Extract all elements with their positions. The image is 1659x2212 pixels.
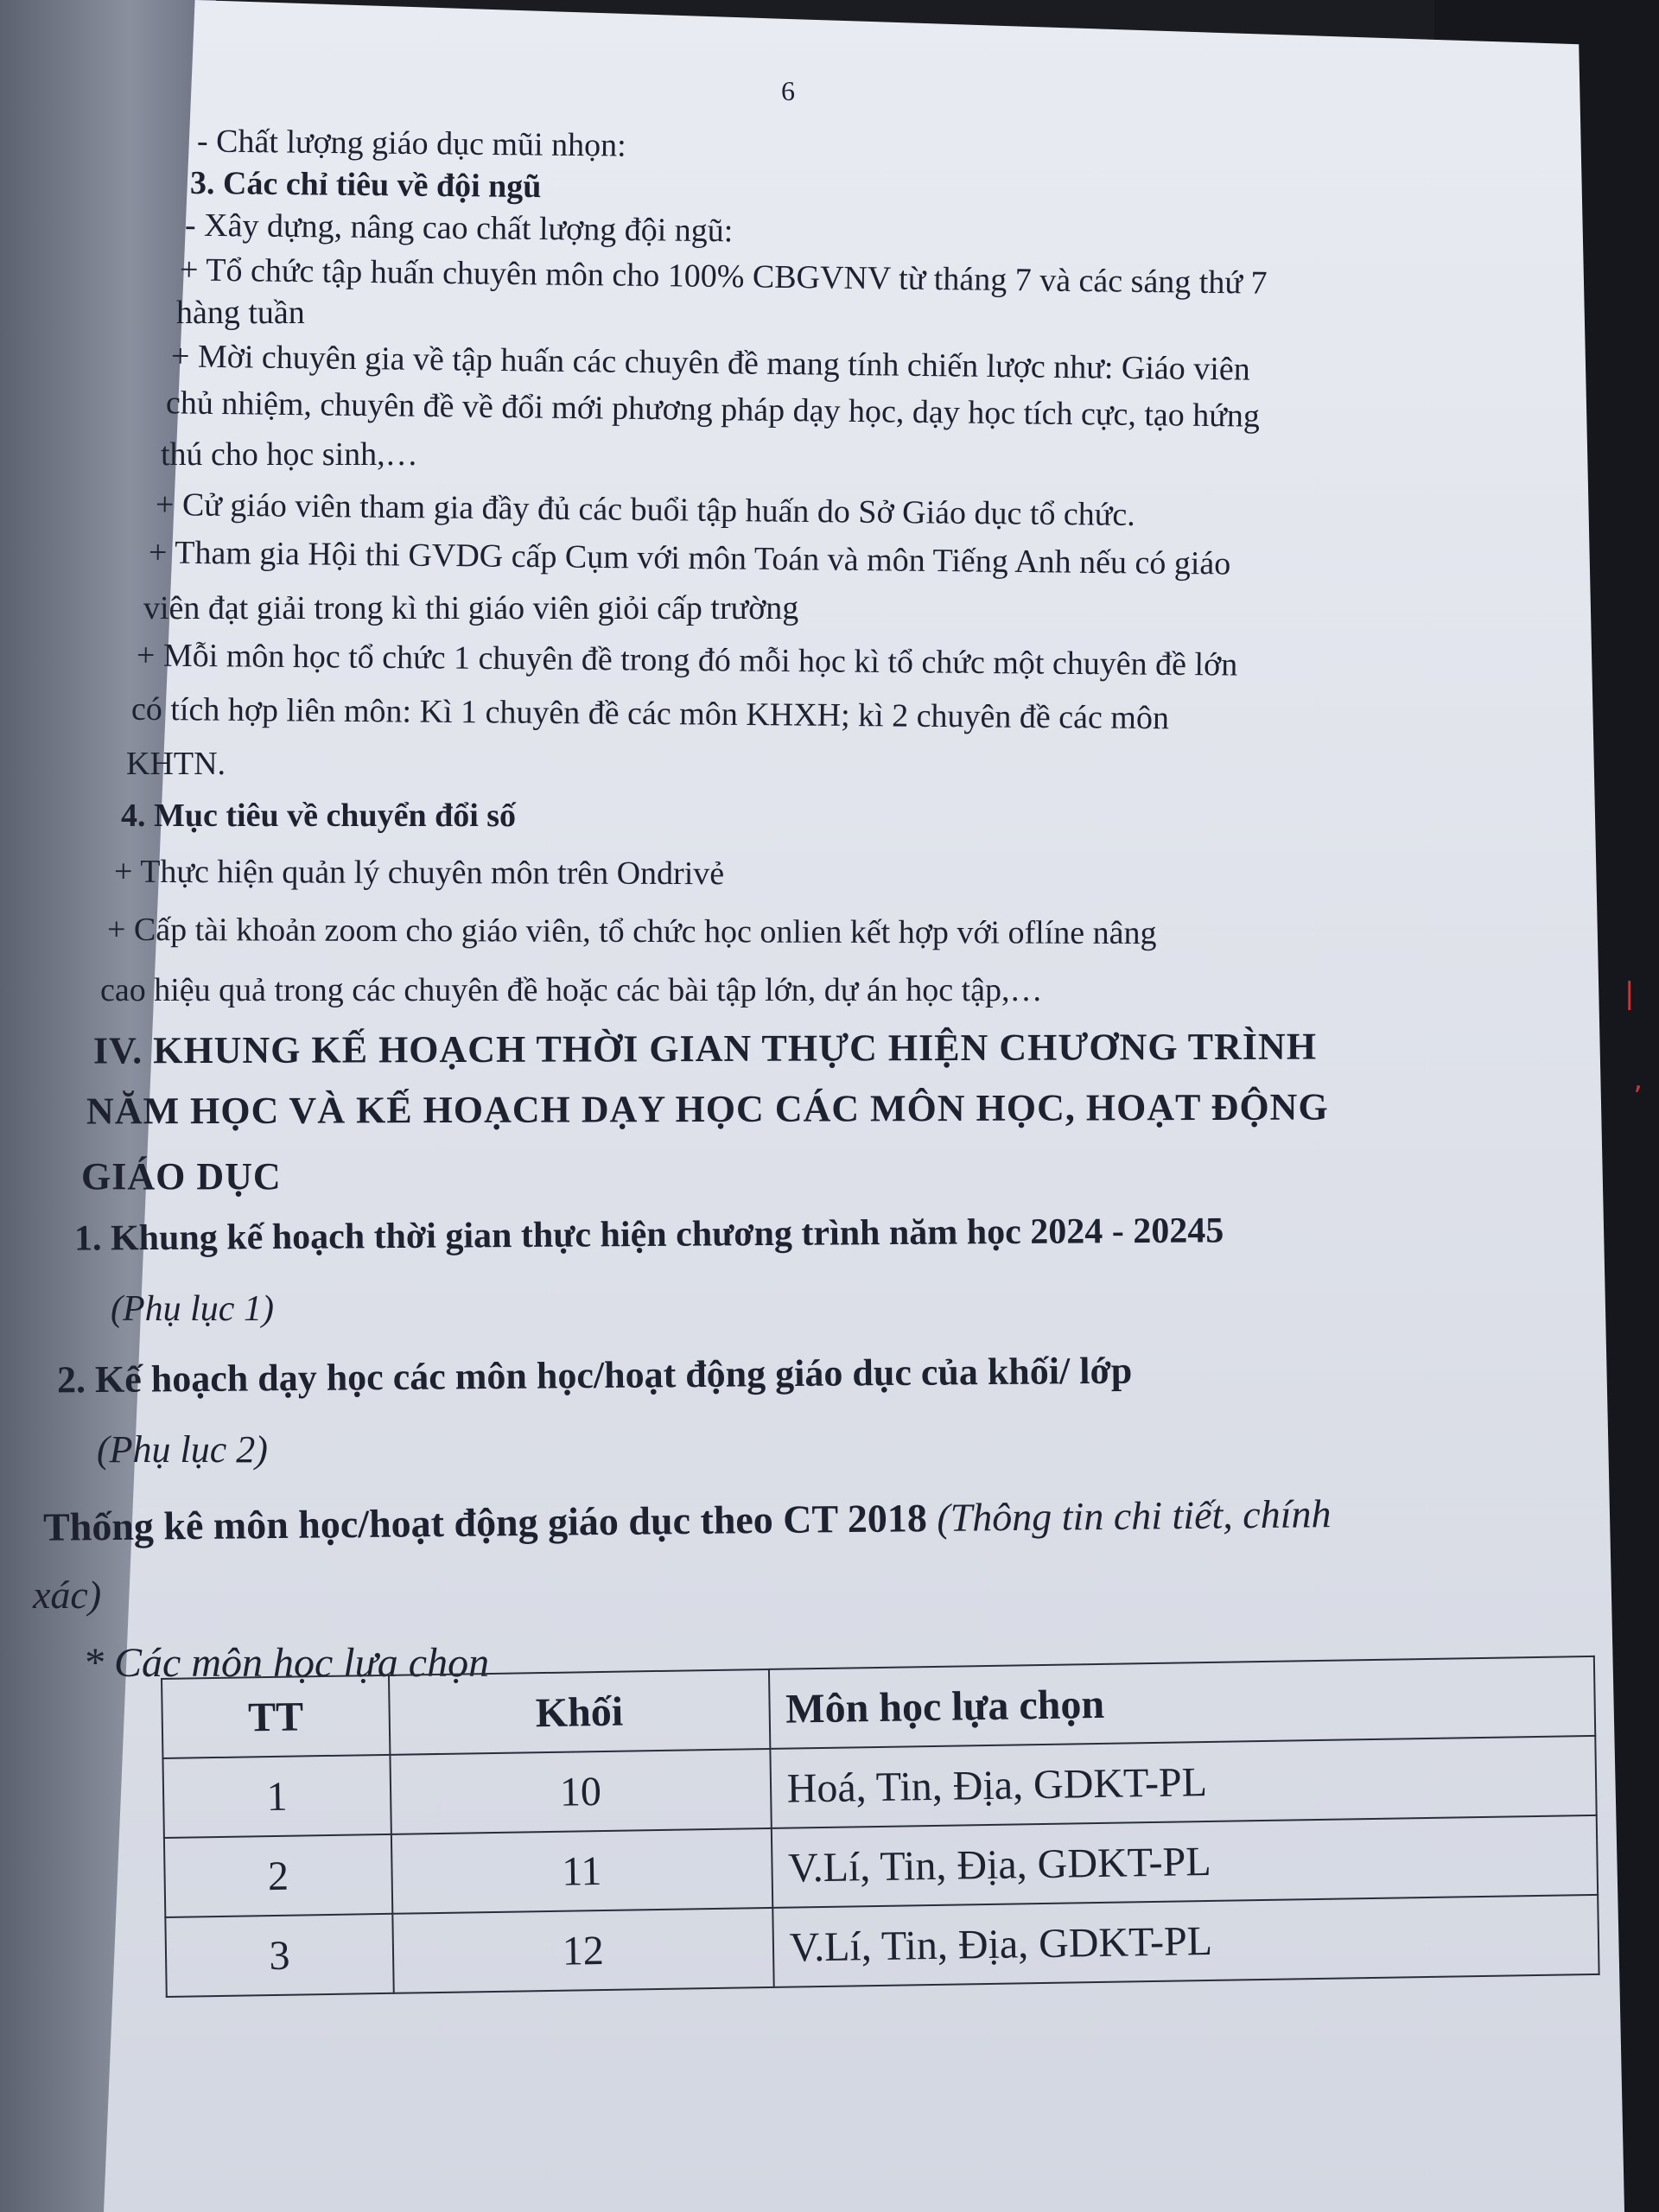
text-line: KHTN. [126,746,226,782]
section-heading-iv-line3: GIÁO DỤC [81,1155,282,1198]
table-cell: 2 [164,1834,392,1917]
statistics-note: (Thông tin chi tiết, chính [937,1491,1332,1540]
table-header-cell: TT [162,1675,390,1758]
text-line: hàng tuần [176,295,305,331]
page-number: 6 [781,75,795,106]
text-line: + Cử giáo viên tham gia đầy đủ các buổi tập huấn do Sở Giáo dục tổ chức. [155,486,1135,533]
table-cell: 11 [391,1828,772,1914]
table-cell: 12 [392,1908,773,1993]
text-line: + Tham gia Hội thi GVDG cấp Cụm với môn Toán và môn Tiếng Anh nếu có giáo [148,534,1231,582]
table-cell: 3 [165,1914,393,1997]
table-header-cell: Môn học lựa chọn [769,1656,1596,1749]
elective-subjects-table [161,1656,1600,1998]
section-heading-iv-line1: IV. KHUNG KẾ HOẠCH THỜI GIAN THỰC HIỆN CHƯƠNG TRÌNH [92,1025,1318,1072]
table-cell: Hoá, Tin, Địa, GDKT-PL [770,1736,1597,1828]
section-heading-staff: 3. Các chỉ tiêu về đội ngũ [189,164,542,206]
elective-subjects-heading: * Các môn học lựa chọn [83,1640,490,1686]
margin-mark: | [1624,976,1635,1011]
text-line: cao hiệu quả trong các chuyên đề hoặc các bài tập lớn, dự án học tập,… [100,972,1043,1008]
text-line: + Tổ chức tập huấn chuyên môn cho 100% CBGVNV từ tháng 7 và các sáng thứ 7 [179,251,1268,302]
statistics-title: Thống kê môn học/hoạt động giáo dục theo CT 2018 [42,1496,928,1549]
text-line: + Mỗi môn học tổ chức 1 chuyên đề trong đó mỗi học kì tổ chức một chuyên đề lớn [136,637,1238,683]
table-cell: V.Lí, Tin, Địa, GDKT-PL [771,1815,1598,1908]
text-line: chủ nhiệm, chuyên đề về đổi mới phương pháp dạy học, dạy học tích cực, tạo hứng [165,385,1261,435]
section-heading-digital: 4. Mục tiêu về chuyển đổi số [121,798,517,834]
text-line: + Thực hiện quản lý chuyên môn trên Ondrivẻ [113,853,725,893]
margin-mark: ʼ [1633,1080,1643,1115]
text-line: + Cấp tài khoản zoom cho giáo viên, tổ chức học onlien kết hợp với oflíne nâng [106,911,1157,952]
appendix-1-ref: (Phụ lục 1) [111,1289,274,1329]
text-line: + Mời chuyên gia về tập huấn các chuyên đề mang tính chiến lược như: Giáo viên [170,338,1251,388]
table-header-cell: Khối [389,1669,770,1755]
table-cell: 10 [390,1749,771,1834]
subsection-2-title: 2. Kế hoạch dạy học các môn học/hoạt động giáo dục của khối/ lớp [56,1349,1133,1402]
text-line: có tích hợp liên môn: Kì 1 chuyên đề các môn KHXH; kì 2 chuyên đề các môn [130,690,1170,737]
statistics-line [43,1490,1332,1551]
table-cell: V.Lí, Tin, Địa, GDKT-PL [772,1895,1599,1987]
text-line: viên đạt giải trong kì thi giáo viên giỏi cấp trường [143,590,799,626]
appendix-2-ref: (Phụ lục 2) [97,1428,268,1471]
text-line: - Xây dựng, nâng cao chất lượng đội ngũ: [184,207,734,250]
statistics-note-cont: xác) [33,1573,102,1617]
text-line: thú cho học sinh,… [161,436,418,473]
subsection-1-title: 1. Khung kế hoạch thời gian thực hiện chương trình năm học 2024 - 20245 [73,1211,1224,1259]
table-cell: 1 [162,1755,391,1838]
section-heading-iv-line2: NĂM HỌC VÀ KẾ HOẠCH DẠY HỌC CÁC MÔN HỌC, HOẠT ĐỘNG [86,1085,1329,1133]
text-line: - Chất lượng giáo dục mũi nhọn: [196,123,626,164]
